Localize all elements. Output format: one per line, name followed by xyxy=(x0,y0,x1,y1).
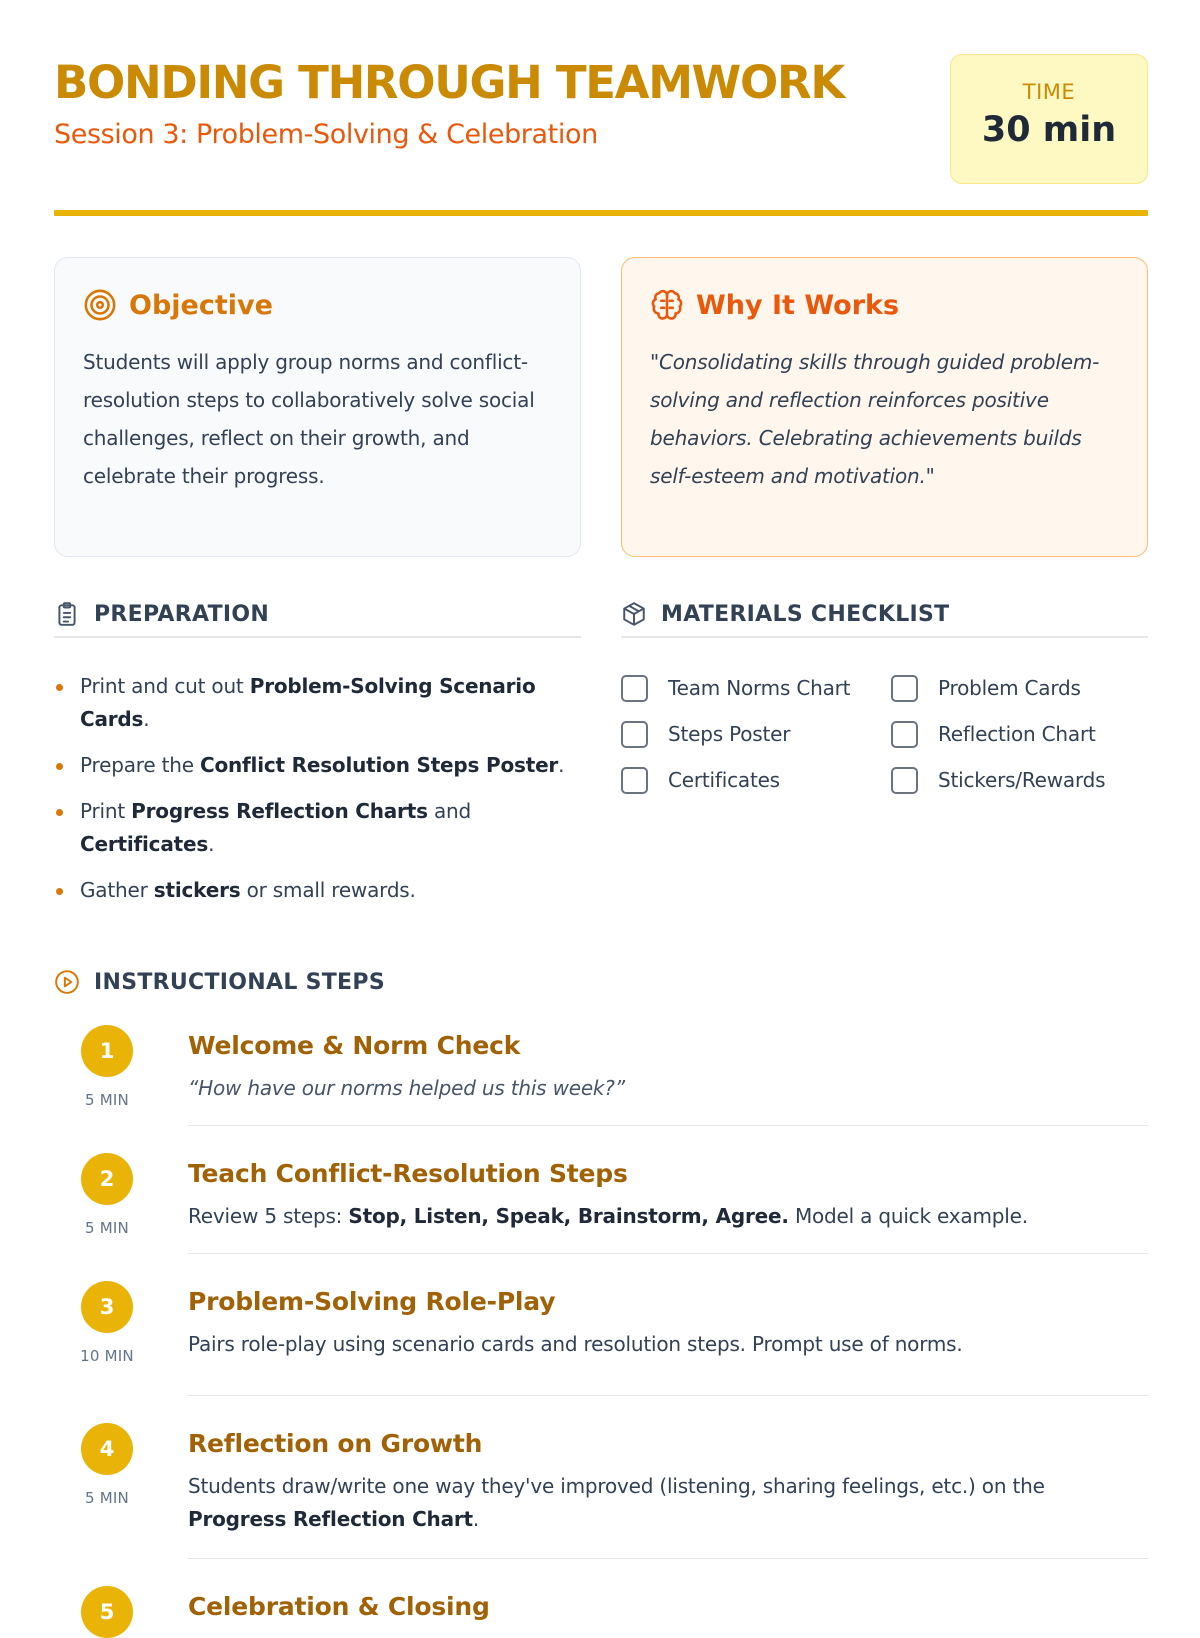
session-subtitle: Session 3: Problem-Solving & Celebration xyxy=(54,119,598,150)
instructional-steps-title: INSTRUCTIONAL STEPS xyxy=(94,969,385,995)
brain-icon xyxy=(650,288,684,322)
list-item: Print Progress Reflection Charts and Certificates. xyxy=(54,795,581,861)
step-number: 4 xyxy=(81,1423,133,1475)
checklist-item-problem-cards[interactable]: Problem Cards xyxy=(891,673,1081,703)
checkbox[interactable] xyxy=(621,767,648,794)
step-number: 2 xyxy=(81,1153,133,1205)
checklist-item-steps-poster[interactable]: Steps Poster xyxy=(621,719,790,749)
header xyxy=(54,52,1148,184)
checkbox[interactable] xyxy=(891,767,918,794)
checkbox[interactable] xyxy=(621,721,648,748)
objective-card xyxy=(54,257,581,557)
preparation-title: PREPARATION xyxy=(94,601,270,627)
checklist-item-stickers-rewards[interactable]: Stickers/Rewards xyxy=(891,765,1105,795)
time-value: 30 min xyxy=(981,110,1117,150)
step-duration: 10 MIN xyxy=(80,1347,134,1365)
step-number: 3 xyxy=(81,1281,133,1333)
page-title: BONDING THROUGH TEAMWORK xyxy=(54,56,844,109)
why-it-works-card xyxy=(621,257,1148,557)
preparation-header xyxy=(54,596,269,632)
lesson-plan-page xyxy=(54,0,1148,1624)
time-label: TIME xyxy=(1022,80,1076,104)
objective-text: Students will apply group norms and conflict-resolution steps to collaboratively solve social challenges, reflect on their growth, and celebrate their progress. xyxy=(83,350,535,488)
materials-divider xyxy=(621,636,1148,638)
step-divider xyxy=(188,1125,1148,1126)
step-title: Reflection on Growth xyxy=(188,1429,483,1458)
checkbox[interactable] xyxy=(621,675,648,702)
checkbox[interactable] xyxy=(891,675,918,702)
step-number: 5 xyxy=(81,1586,133,1638)
list-item: Gather stickers or small rewards. xyxy=(54,874,581,907)
package-icon xyxy=(621,601,647,627)
checklist-item-team-norms-chart[interactable]: Team Norms Chart xyxy=(621,673,850,703)
step-title: Teach Conflict-Resolution Steps xyxy=(188,1159,628,1188)
step-description: Review 5 steps: Stop, Listen, Speak, Brainstorm, Agree. Model a quick example. xyxy=(188,1204,1028,1228)
target-icon xyxy=(83,288,117,322)
materials-header xyxy=(621,596,949,632)
preparation-list xyxy=(54,670,581,920)
checklist-item-certificates[interactable]: Certificates xyxy=(621,765,780,795)
play-circle-icon xyxy=(54,969,80,995)
step-description: Pairs role-play using scenario cards and resolution steps. Prompt use of norms. xyxy=(188,1332,963,1356)
list-item: Print and cut out Problem-Solving Scenario Cards. xyxy=(54,670,581,736)
step-description: “How have our norms helped us this week?” xyxy=(188,1076,625,1100)
why-it-works-text: "Consolidating skills through guided problem-solving and reflection reinforces positive behaviors. Celebrating achievements builds self-esteem and motivation." xyxy=(650,350,1100,488)
header-divider xyxy=(54,210,1148,216)
step-title: Problem-Solving Role-Play xyxy=(188,1287,556,1316)
instructional-steps-header xyxy=(54,964,385,1000)
checklist-item-reflection-chart[interactable]: Reflection Chart xyxy=(891,719,1096,749)
step-divider xyxy=(188,1395,1148,1396)
step-duration: 5 MIN xyxy=(85,1489,129,1507)
step-duration: 5 MIN xyxy=(85,1091,129,1109)
objective-title: Objective xyxy=(129,289,273,321)
step-description: Students draw/write one way they've improved (listening, sharing feelings, etc.) on the Progress Reflection Chart. xyxy=(188,1474,1045,1531)
step-duration: 5 MIN xyxy=(85,1219,129,1237)
step-number: 1 xyxy=(81,1025,133,1077)
step-divider xyxy=(188,1558,1148,1559)
step-divider xyxy=(188,1253,1148,1254)
checkbox[interactable] xyxy=(891,721,918,748)
time-badge xyxy=(950,54,1148,184)
preparation-divider xyxy=(54,636,581,638)
materials-title: MATERIALS CHECKLIST xyxy=(661,601,950,627)
step-title: Welcome & Norm Check xyxy=(188,1031,521,1060)
why-it-works-title: Why It Works xyxy=(696,289,900,321)
list-item: Prepare the Conflict Resolution Steps Poster. xyxy=(54,749,581,782)
step-title: Celebration & Closing xyxy=(188,1592,490,1621)
clipboard-icon xyxy=(54,601,80,627)
